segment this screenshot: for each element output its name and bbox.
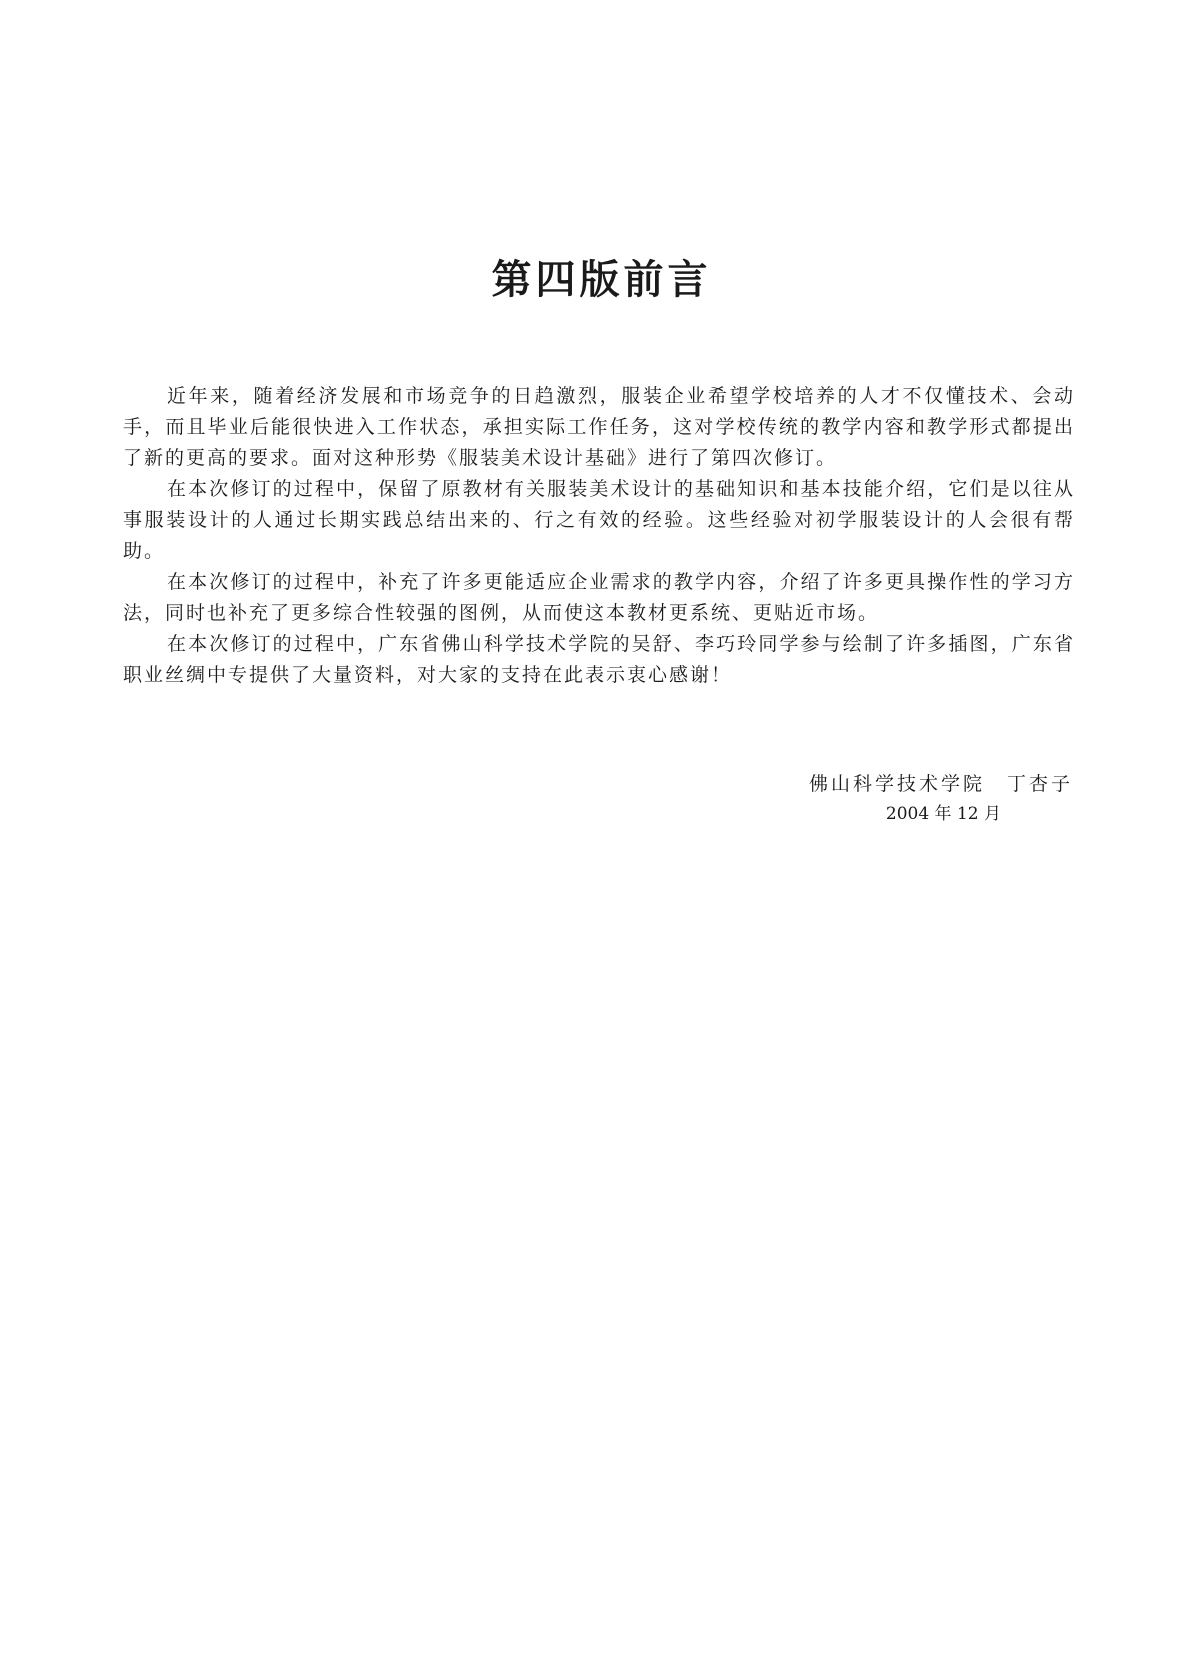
signature-block: [809, 768, 1073, 828]
paragraph-4: 在本次修订的过程中，广东省佛山科学技术学院的吴舒、李巧玲同学参与绘制了许多插图，广东省职业丝绸中专提供了大量资料，对大家的支持在此表示衷心感谢！: [123, 633, 1075, 686]
page-title: 第四版前言: [491, 257, 712, 303]
signature-date: 2004 年 12 月: [885, 804, 1001, 824]
preface-body: [123, 381, 1075, 691]
paragraph-3: 在本次修订的过程中，补充了许多更能适应企业需求的教学内容，介绍了许多更具操作性的学习方法，同时也补充了更多综合性较强的图例，从而使这本教材更系统、更贴近市场。: [123, 571, 1075, 624]
signature-author: 佛山科学技术学院 丁杏子: [808, 773, 1073, 795]
paragraph-2: 在本次修订的过程中，保留了原教材有关服装美术设计的基础知识和基本技能介绍，它们是以往从事服装设计的人通过长期实践总结出来的、行之有效的经验。这些经验对初学服装设计的人会很有帮助。: [123, 478, 1075, 562]
paragraph-1: 近年来，随着经济发展和市场竞争的日趋激烈，服装企业希望学校培养的人才不仅懂技术、会动手，而且毕业后能很快进入工作状态，承担实际工作任务，这对学校传统的教学内容和教学形式都提出了新的更高的要求。面对这种形势《服装美术设计基础》进行了第四次修订。: [123, 385, 1075, 469]
